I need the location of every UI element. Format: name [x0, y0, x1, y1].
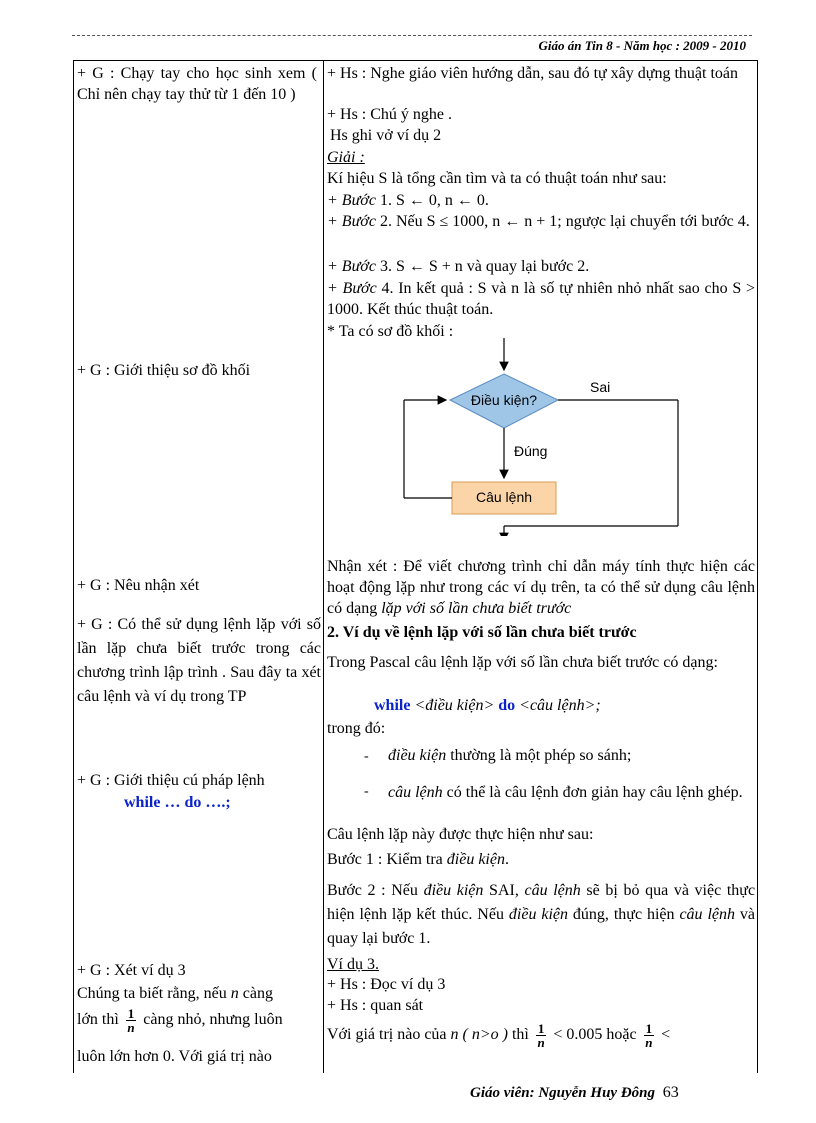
step-label: + Bước	[327, 213, 376, 230]
left-note-7-line3: luôn lớn hơn 0. Với giá trị nào	[77, 1048, 272, 1065]
step-text: 4. In kết quả : S và n là số tự nhiên nhỏ nhất sao cho S > 1000. Kết thúc thuật toán.	[327, 280, 756, 318]
remark-text: Nhận xét : Để viết chương trình chỉ dẫn máy tính thực hiện các hoạt động lặp như trong các ví dụ trên, ta có thể sử dụng câu lệnh có dạng	[327, 558, 755, 617]
term: điều kiện	[446, 851, 505, 868]
step-text: 3. S ← S + n và quay lại bước 2.	[379, 258, 590, 275]
remark-italic: lặp với số lần chưa biết trước	[381, 600, 572, 617]
lesson-table	[73, 60, 758, 1073]
den: n	[645, 1035, 653, 1050]
exec-intro: Câu lệnh lặp này được thực hiện như sau:	[327, 826, 594, 843]
section-2-heading: 2. Ví dụ về lệnh lặp với số lần chưa biết trước	[327, 624, 637, 641]
fraction-1-over-n	[536, 1022, 547, 1049]
desc: có thể là câu lệnh đơn giản hay câu lệnh ghép.	[446, 784, 743, 801]
fraction-1-over-n	[126, 1007, 137, 1034]
left-note-6: + G : Xét ví dụ 3	[77, 962, 186, 979]
kw-while: while	[374, 697, 411, 714]
page-header: Giáo án Tin 8 - Năm học : 2009 - 2010	[538, 38, 746, 53]
term: điều kiện	[423, 882, 484, 899]
num: 1	[537, 1021, 545, 1036]
term: điều kiện	[388, 747, 447, 764]
flowchart	[394, 336, 714, 536]
pascal-intro: Trong Pascal câu lệnh lặp với số lần chưa biết trước có dạng:	[327, 654, 718, 671]
desc: thường là một phép so sánh;	[450, 747, 632, 764]
page-number: 63	[662, 1084, 679, 1101]
left-note-1: + G : Chạy tay cho học sinh xem ( Chỉ nên chạy tay thử từ 1 đến 10 )	[77, 65, 317, 103]
step-3	[327, 256, 589, 277]
solution-label: Giải :	[327, 149, 365, 166]
true-label: Đúng	[514, 443, 548, 459]
text: và quay lại bước 1.	[327, 906, 756, 947]
false-label: Sai	[590, 379, 611, 395]
right-hs-observe: + Hs : quan sát	[327, 997, 424, 1014]
right-hs-2: + Hs : Chú ý nghe .	[327, 106, 453, 123]
text: Bước 1 : Kiểm tra	[327, 851, 443, 868]
right-intro: Kí hiệu S là tổng cần tìm và ta có thuật toán như sau:	[327, 170, 667, 187]
text: Chúng ta biết rằng, nếu	[77, 985, 227, 1002]
term: câu lệnh	[524, 882, 581, 899]
text: n ( n>o )	[450, 1026, 508, 1044]
step-label: + Bước	[327, 258, 376, 275]
while-syntax	[374, 695, 601, 716]
header-rule	[72, 35, 752, 36]
question-line	[327, 1022, 670, 1049]
step-4	[327, 278, 755, 320]
right-hs-read: + Hs : Đọc ví dụ 3	[327, 976, 446, 993]
step-label: + Bước	[327, 192, 376, 209]
bullet-2-marker: -	[364, 784, 369, 799]
num: 1	[127, 1006, 135, 1021]
step-check: Bước 1 : Kiểm tra điều kiện.	[327, 851, 509, 868]
step-2	[327, 211, 755, 232]
page-footer	[470, 1084, 679, 1102]
term: câu lệnh	[679, 906, 735, 923]
text: < 0.005 hoặc	[553, 1026, 637, 1044]
text: thì	[511, 1026, 529, 1044]
example-3-label: Ví dụ 3.	[327, 956, 379, 973]
column-divider	[323, 61, 324, 1073]
text: lớn thì	[77, 1011, 119, 1029]
left-note-7-line1	[77, 983, 273, 1004]
step-text: 2. Nếu S ≤ 1000, n ← n + 1; ngược lại chuyển tới bước 4.	[379, 213, 750, 230]
teacher-name: Giáo viên: Nguyễn Huy Đông	[470, 1085, 655, 1101]
left-note-7-line2	[77, 1007, 283, 1034]
left-note-2: + G : Giới thiệu sơ đồ khối	[77, 362, 251, 379]
fraction-1-over-n	[644, 1022, 655, 1049]
var-n: n	[230, 985, 239, 1002]
syntax-statement: <câu lệnh>;	[519, 697, 601, 714]
den: n	[127, 1020, 135, 1035]
den: n	[537, 1035, 545, 1050]
statement-label: Câu lệnh	[475, 489, 533, 505]
text: Với giá trị nào của	[327, 1026, 447, 1044]
where-label: trong đó:	[327, 720, 386, 737]
step-label: + Bước	[327, 280, 377, 297]
left-note-4: + G : Có thể sử dụng lệnh lặp với số lần lặp chưa biết trước trong các chương trình lập trình . Sau đây ta xét câu lệnh và ví dụ trong TP	[77, 616, 321, 705]
flowchart-intro: * Ta có sơ đồ khối :	[327, 323, 454, 340]
left-note-5: + G : Giới thiệu cú pháp lệnh	[77, 772, 265, 789]
text: đúng, thực hiện	[572, 906, 675, 923]
text: càng	[242, 985, 273, 1002]
step-text: 1. S ← 0, n ← 0.	[379, 192, 489, 209]
text: <	[661, 1026, 671, 1044]
syntax-condition: <điều kiện>	[414, 697, 495, 714]
bullet-2	[388, 780, 755, 805]
left-note-3: + G : Nêu nhận xét	[77, 577, 200, 594]
left-syntax: while … do ….;	[124, 794, 231, 811]
term: điều kiện	[508, 906, 568, 923]
bullet-1-marker: -	[364, 749, 369, 764]
step-branch	[327, 879, 755, 951]
num: 1	[645, 1021, 653, 1036]
text: càng nhỏ, nhưng luôn	[143, 1011, 283, 1029]
condition-label: Điều kiện?	[470, 392, 538, 408]
right-hs-1: + Hs : Nghe giáo viên hướng dẫn, sau đó tự xây dựng thuật toán	[327, 65, 738, 82]
step-1	[327, 190, 489, 211]
bullet-1	[388, 745, 631, 766]
text: SAI,	[489, 882, 519, 899]
term: câu lệnh	[388, 784, 443, 801]
text: sẽ bị bỏ qua và việc thực hiện lệnh lặp kết thúc. Nếu	[327, 882, 756, 923]
remark	[327, 556, 755, 619]
kw-do: do	[498, 697, 516, 714]
text: Bước 2 : Nếu	[327, 882, 418, 899]
right-hs-3: Hs ghi vở ví dụ 2	[330, 127, 442, 144]
